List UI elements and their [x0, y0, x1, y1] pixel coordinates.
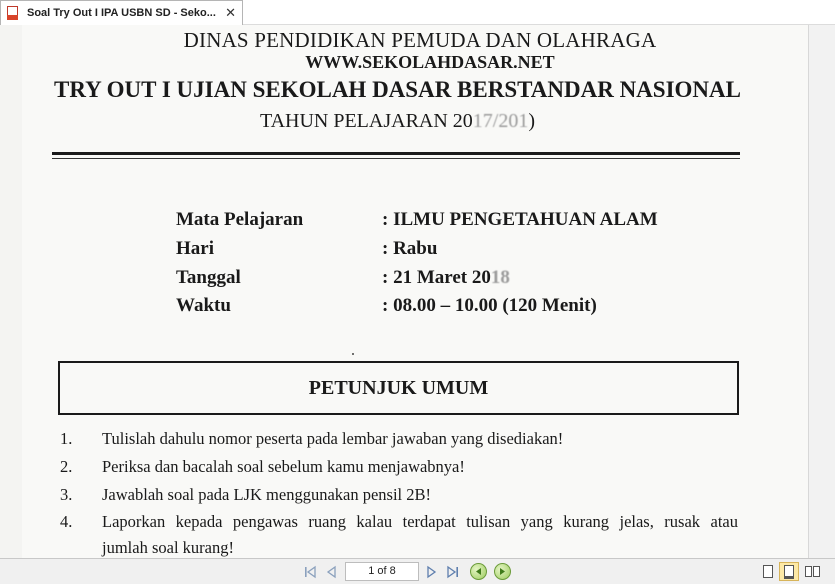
meta-row-time: [176, 295, 736, 321]
instruction-text: Jawablah soal pada LJK menggunakan pensil 2B!: [102, 485, 432, 504]
meta-value: : Rabu: [382, 238, 438, 259]
first-page-icon[interactable]: [303, 565, 317, 579]
page-margin-left: [0, 25, 22, 558]
last-page-icon[interactable]: [446, 565, 460, 579]
meta-key: Tanggal: [176, 267, 241, 288]
pdf-file-icon: [7, 6, 19, 20]
website-heading: WWW.SEKOLAHDASAR.NET: [305, 52, 555, 72]
academic-year-end: ): [528, 110, 536, 132]
header-rule-thick: [52, 152, 740, 155]
facing-pages-view-icon[interactable]: [802, 562, 822, 581]
meta-key: Hari: [176, 238, 214, 259]
bottom-toolbar: [0, 558, 835, 584]
academic-year-label: TAHUN PELAJARAN 20: [259, 110, 473, 132]
scan-speck: [352, 353, 354, 355]
academic-year-smudged: 17/201: [472, 110, 529, 132]
meta-value: : ILMU PENGETAHUAN ALAM: [382, 209, 658, 230]
meta-row-subject: [176, 209, 736, 235]
instruction-text-continued: jumlah soal kurang!: [102, 538, 234, 557]
instruction-text: Laporkan kepada pengawas ruang kalau terdapat tulisan yang kurang jelas, rusak atau: [102, 512, 738, 531]
single-page-view-icon[interactable]: [758, 562, 778, 581]
continuous-view-icon[interactable]: [779, 562, 799, 581]
instruction-number: 2.: [60, 457, 73, 476]
meta-value: : 08.00 – 10.00 (120 Menit): [382, 295, 597, 316]
page-margin-right: [808, 25, 835, 558]
agency-heading: DINAS PENDIDIKAN PEMUDA DAN OLAHRAGA: [183, 28, 657, 52]
instruction-number: 1.: [60, 429, 73, 448]
close-tab-icon[interactable]: ✕: [225, 5, 236, 21]
instructions-title: PETUNJUK UMUM: [308, 377, 489, 399]
instruction-text: Tulislah dahulu nomor peserta pada lembar jawaban yang disediakan!: [102, 429, 564, 448]
tab-bar: [0, 0, 835, 25]
meta-key: Waktu: [176, 295, 231, 316]
document-viewport[interactable]: [0, 25, 835, 558]
meta-key: Mata Pelajaran: [176, 209, 304, 230]
go-forward-icon[interactable]: [494, 563, 511, 580]
meta-row-day: [176, 238, 736, 264]
exam-title: TRY OUT I UJIAN SEKOLAH DASAR BERSTANDAR NASIONAL: [54, 77, 741, 102]
page-number-input[interactable]: 1 of 8: [345, 562, 419, 581]
tab-title: Soal Try Out I IPA USBN SD - Seko...: [27, 7, 216, 19]
meta-value: [382, 267, 510, 289]
instruction-number: 3.: [60, 485, 73, 504]
academic-year: [0, 110, 795, 133]
previous-page-icon[interactable]: [324, 565, 338, 579]
header-rule-thin: [52, 158, 740, 159]
instruction-text: Periksa dan bacalah soal sebelum kamu menjawabnya!: [102, 457, 465, 476]
date-value: : 21 Maret 20: [382, 267, 491, 288]
go-back-icon[interactable]: [470, 563, 487, 580]
instructions-box: [58, 361, 739, 415]
instruction-number: 4.: [60, 512, 73, 531]
document-tab[interactable]: [0, 0, 243, 25]
meta-row-date: [176, 267, 736, 293]
date-value-smudged: 18: [490, 267, 510, 288]
pdf-page: [0, 25, 835, 558]
next-page-icon[interactable]: [425, 565, 439, 579]
